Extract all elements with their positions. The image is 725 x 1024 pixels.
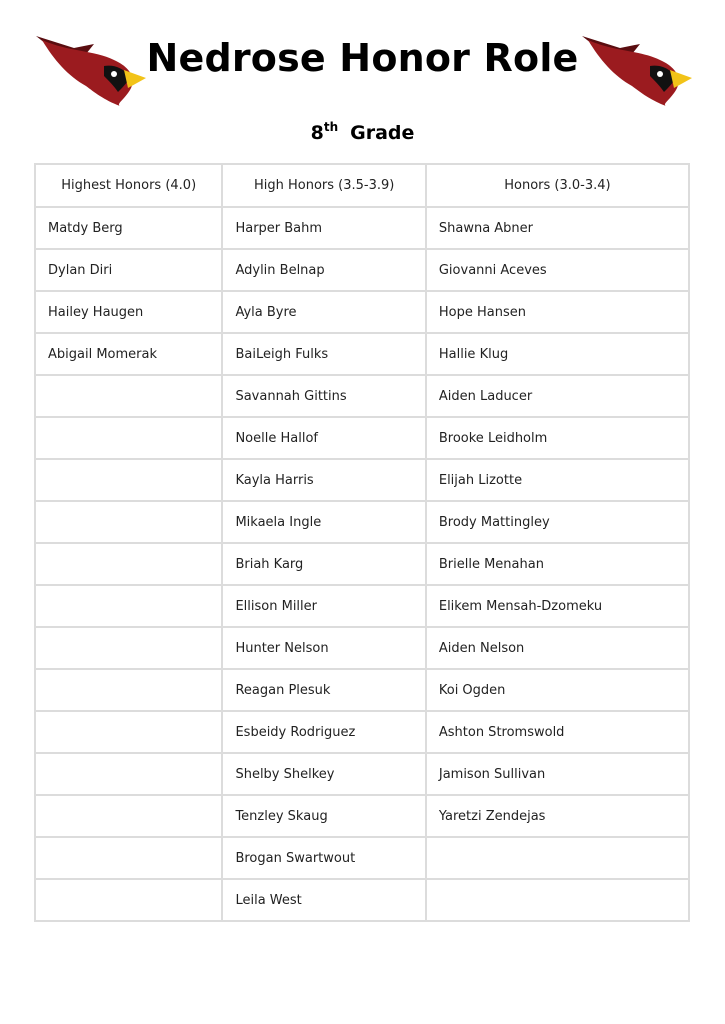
table-row [35,333,689,375]
table-row [35,291,689,333]
table-cell: Ashton Stromswold [426,711,689,753]
header-high-honors: High Honors (3.5-3.9) [222,164,425,207]
table-header-row [35,164,689,207]
table-cell: Elikem Mensah-Dzomeku [426,585,689,627]
table-cell [35,459,222,501]
table-cell: BaiLeigh Fulks [222,333,425,375]
grade-heading [0,120,725,144]
table-cell: Brody Mattingley [426,501,689,543]
table-cell: Brooke Leidholm [426,417,689,459]
table-cell: Aiden Nelson [426,627,689,669]
table-cell: Giovanni Aceves [426,249,689,291]
table-cell: Tenzley Skaug [222,795,425,837]
table-cell [35,585,222,627]
table-row [35,879,689,921]
table-row [35,417,689,459]
table-cell: Jamison Sullivan [426,753,689,795]
table-cell: Yaretzi Zendejas [426,795,689,837]
table-row [35,459,689,501]
table-row [35,375,689,417]
table-cell [426,879,689,921]
table-row [35,501,689,543]
table-cell: Brielle Menahan [426,543,689,585]
table-cell: Aiden Laducer [426,375,689,417]
table-cell [35,753,222,795]
table-cell: Koi Ogden [426,669,689,711]
table-row [35,585,689,627]
table-row [35,249,689,291]
table-cell [35,375,222,417]
table-row [35,711,689,753]
table-cell [35,501,222,543]
grade-word: Grade [350,122,415,144]
table-cell [35,879,222,921]
table-cell: Noelle Hallof [222,417,425,459]
page-title: Nedrose Honor Role [146,36,579,80]
table-row [35,837,689,879]
table-cell: Dylan Diri [35,249,222,291]
table-cell: Mikaela Ingle [222,501,425,543]
grade-suffix: th [323,120,339,134]
honor-roll-table [34,163,690,922]
header-honors: Honors (3.0-3.4) [426,164,689,207]
header-highest-honors: Highest Honors (4.0) [35,164,222,207]
table-row [35,795,689,837]
table-row [35,753,689,795]
table-row [35,543,689,585]
table-cell: Adylin Belnap [222,249,425,291]
table-cell: Hope Hansen [426,291,689,333]
table-cell: Shawna Abner [426,207,689,249]
table-cell: Leila West [222,879,425,921]
table-cell [35,627,222,669]
table-cell: Ellison Miller [222,585,425,627]
table-body [35,207,689,921]
table-cell: Reagan Plesuk [222,669,425,711]
table-row [35,627,689,669]
table-cell: Briah Karg [222,543,425,585]
table-row [35,669,689,711]
table-cell: Harper Bahm [222,207,425,249]
table-cell: Abigail Momerak [35,333,222,375]
table-cell [35,795,222,837]
table-cell [426,837,689,879]
table-cell: Esbeidy Rodriguez [222,711,425,753]
table-cell: Brogan Swartwout [222,837,425,879]
grade-number: 8 [310,122,324,144]
table-cell [35,837,222,879]
table-cell [35,543,222,585]
table-row [35,207,689,249]
table-cell: Ayla Byre [222,291,425,333]
table-cell: Kayla Harris [222,459,425,501]
table-cell: Matdy Berg [35,207,222,249]
table-cell: Hunter Nelson [222,627,425,669]
table-cell [35,711,222,753]
table-cell [35,417,222,459]
table-cell [35,669,222,711]
table-cell: Shelby Shelkey [222,753,425,795]
table-cell: Hallie Klug [426,333,689,375]
table-cell: Elijah Lizotte [426,459,689,501]
table-cell: Savannah Gittins [222,375,425,417]
table-cell: Hailey Haugen [35,291,222,333]
